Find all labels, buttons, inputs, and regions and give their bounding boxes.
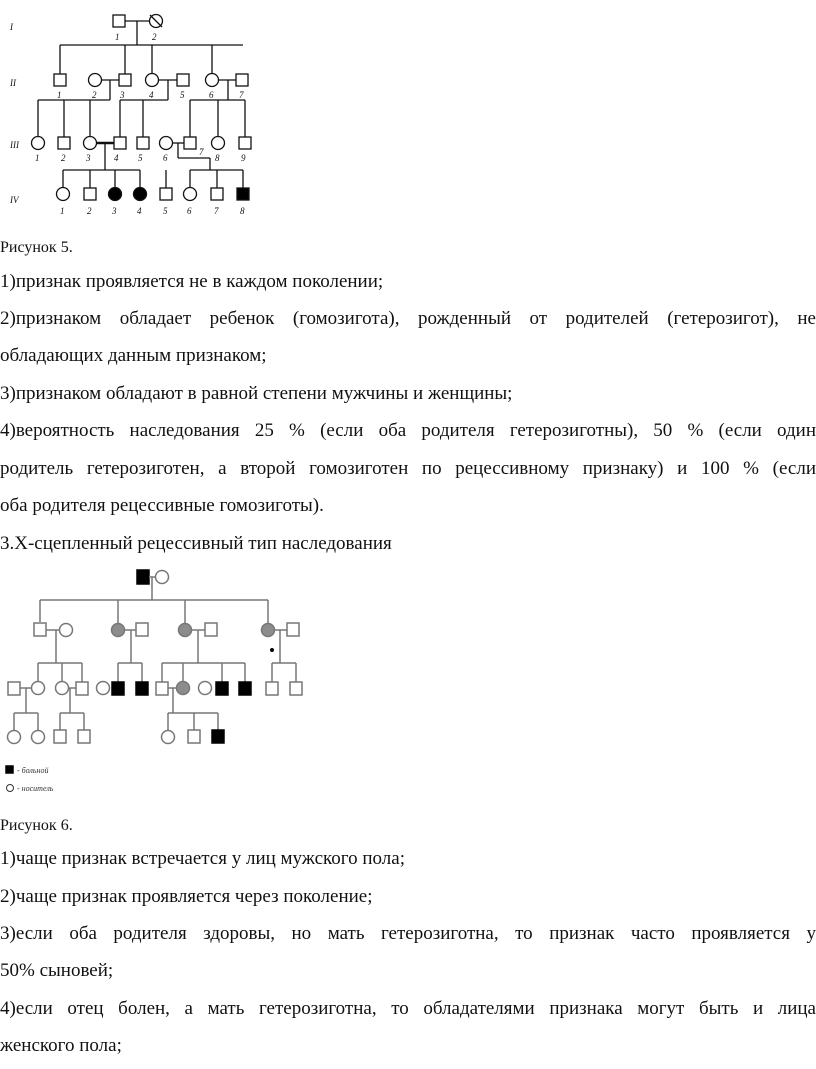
list6-item-3: 3)если оба родителя здоровы, но мать гетерозиготна, то признак часто проявляется у xyxy=(0,923,816,944)
list5-item-1: 1)признак проявляется не в каждом поколении; xyxy=(0,271,384,292)
legend-affected-text: - больной xyxy=(17,766,49,775)
g4-female-c xyxy=(162,731,175,744)
g3-female-carrier xyxy=(177,682,190,695)
g4-label-7: 7 xyxy=(214,206,219,216)
g3-label-8: 8 xyxy=(215,153,220,163)
g4-6-female xyxy=(184,188,197,201)
pedigree-figure-5 xyxy=(0,0,300,225)
list5-item-2: 2)признаком обладает ребенок (гомозигота), рожденный от родителей (гетерозигот), не xyxy=(0,308,816,329)
g3-label-3: 3 xyxy=(86,153,91,163)
list6-item-1: 1)чаще признак встречается у лиц мужского пола; xyxy=(0,848,405,869)
g2-5-male xyxy=(177,74,189,86)
g3-male-affected-3 xyxy=(216,682,228,695)
list6-item-4: 4)если отец болен, а мать гетерозиготна, то обладателями признака могут быть и лица xyxy=(0,998,816,1019)
g2-wife-1 xyxy=(60,624,73,637)
legend-carrier-text: - носитель xyxy=(17,784,54,793)
g2-7-male xyxy=(236,74,248,86)
g2-1-male xyxy=(54,74,66,86)
g4-1-female xyxy=(57,188,70,201)
g4-4-female-affected xyxy=(134,188,147,201)
g3-2-male xyxy=(58,137,70,149)
g2-husband-3 xyxy=(287,623,299,636)
g3-label-5: 5 xyxy=(138,153,143,163)
legend-affected-symbol xyxy=(6,766,13,773)
g1-label-1: 1 xyxy=(115,32,120,42)
list5-item-2-cont: обладающих данным признаком; xyxy=(0,345,267,366)
g4-female-b xyxy=(32,731,45,744)
g4-female-a xyxy=(8,731,21,744)
gen-label-IV: IV xyxy=(10,195,19,205)
g2-daughter-carrier-1 xyxy=(112,624,125,637)
list6-item-2: 2)чаще признак проявляется через поколение; xyxy=(0,886,373,907)
g4-label-3: 3 xyxy=(112,206,117,216)
g3-7-male xyxy=(184,137,196,149)
g2-daughter-carrier-2 xyxy=(179,624,192,637)
section-heading: 3.Х-сцепленный рецессивный тип наследования xyxy=(0,533,392,554)
g3-5-male xyxy=(137,137,149,149)
gen-label-I: I xyxy=(10,22,13,32)
gen-label-II: II xyxy=(10,78,16,88)
g1-1-male xyxy=(113,15,125,27)
figure-6-caption: Рисунок 6. xyxy=(0,817,73,834)
list5-item-3: 3)признаком обладают в равной степени мужчины и женщины; xyxy=(0,383,513,404)
g3-female-b xyxy=(56,682,69,695)
g4-male-affected xyxy=(212,730,224,743)
list6-item-4-cont: женского пола; xyxy=(0,1035,122,1056)
g4-label-1: 1 xyxy=(60,206,65,216)
g3-label-7: 7 xyxy=(199,147,204,157)
g2-label-6: 6 xyxy=(209,90,214,100)
gen-label-III: III xyxy=(10,140,19,150)
g2-label-1: 1 xyxy=(57,90,62,100)
g1-label-2: 2 xyxy=(152,32,157,42)
g3-female-c xyxy=(97,682,110,695)
g3-female-a xyxy=(32,682,45,695)
g3-1-female xyxy=(32,137,45,150)
g2-husband-2 xyxy=(205,623,217,636)
g4-label-5: 5 xyxy=(163,206,168,216)
list5-item-4-end: оба родителя рецессивные гомозиготы). xyxy=(0,495,324,516)
g3-male-e xyxy=(266,682,278,695)
g3-spouse-male xyxy=(8,682,20,695)
g2-husband-1 xyxy=(136,623,148,636)
g2-label-7: 7 xyxy=(239,90,244,100)
g2-label-3: 3 xyxy=(120,90,125,100)
g4-label-6: 6 xyxy=(187,206,192,216)
list5-item-4-cont: родитель гетерозиготен, а второй гомозиготен по рецессивному признаку) и 100 % (если xyxy=(0,458,816,479)
g3-male-affected-1 xyxy=(112,682,124,695)
g2-3-male xyxy=(119,74,131,86)
g4-7-male xyxy=(211,188,223,200)
g3-male-f xyxy=(290,682,302,695)
g4-label-4: 4 xyxy=(137,206,142,216)
dot-mark xyxy=(271,649,273,651)
g4-male-c xyxy=(188,730,200,743)
g3-male-affected-4 xyxy=(239,682,251,695)
g3-label-1: 1 xyxy=(35,153,40,163)
g3-label-9: 9 xyxy=(241,153,246,163)
g3-spouse-male-2 xyxy=(76,682,88,695)
g2-son xyxy=(34,623,46,636)
g3-3-female xyxy=(84,137,97,150)
g2-4-female xyxy=(146,74,159,87)
g1-father-affected xyxy=(137,570,149,584)
g2-2-female xyxy=(89,74,102,87)
g3-8-female xyxy=(212,137,225,150)
g4-3-female-affected xyxy=(109,188,122,201)
g4-5-male xyxy=(160,188,172,200)
pedigree-figure-6 xyxy=(0,560,310,800)
g4-male-a xyxy=(54,730,66,743)
g3-male-affected-2 xyxy=(136,682,148,695)
g3-4-male xyxy=(114,137,126,149)
g3-label-2: 2 xyxy=(61,153,66,163)
g3-label-6: 6 xyxy=(163,153,168,163)
list6-item-3-cont: 50% сыновей; xyxy=(0,960,114,981)
g1-mother xyxy=(156,571,169,584)
g3-female-d xyxy=(199,682,212,695)
g2-daughter-carrier-3 xyxy=(262,624,275,637)
g4-8-male-affected xyxy=(237,188,249,200)
g4-label-8: 8 xyxy=(240,206,245,216)
g2-label-4: 4 xyxy=(149,90,154,100)
g3-spouse-male-3 xyxy=(156,682,168,695)
figure-5-caption: Рисунок 5. xyxy=(0,239,73,256)
g4-male-b xyxy=(78,730,90,743)
g3-9-male xyxy=(239,137,251,149)
g3-label-4: 4 xyxy=(114,153,119,163)
g2-label-2: 2 xyxy=(92,90,97,100)
g4-label-2: 2 xyxy=(87,206,92,216)
g3-6-female xyxy=(160,137,173,150)
g2-label-5: 5 xyxy=(180,90,185,100)
legend-carrier-symbol xyxy=(7,785,14,792)
g4-2-male xyxy=(84,188,96,200)
g2-6-female xyxy=(206,74,219,87)
list5-item-4: 4)вероятность наследования 25 % (если оба родителя гетерозиготны), 50 % (если один xyxy=(0,420,816,441)
